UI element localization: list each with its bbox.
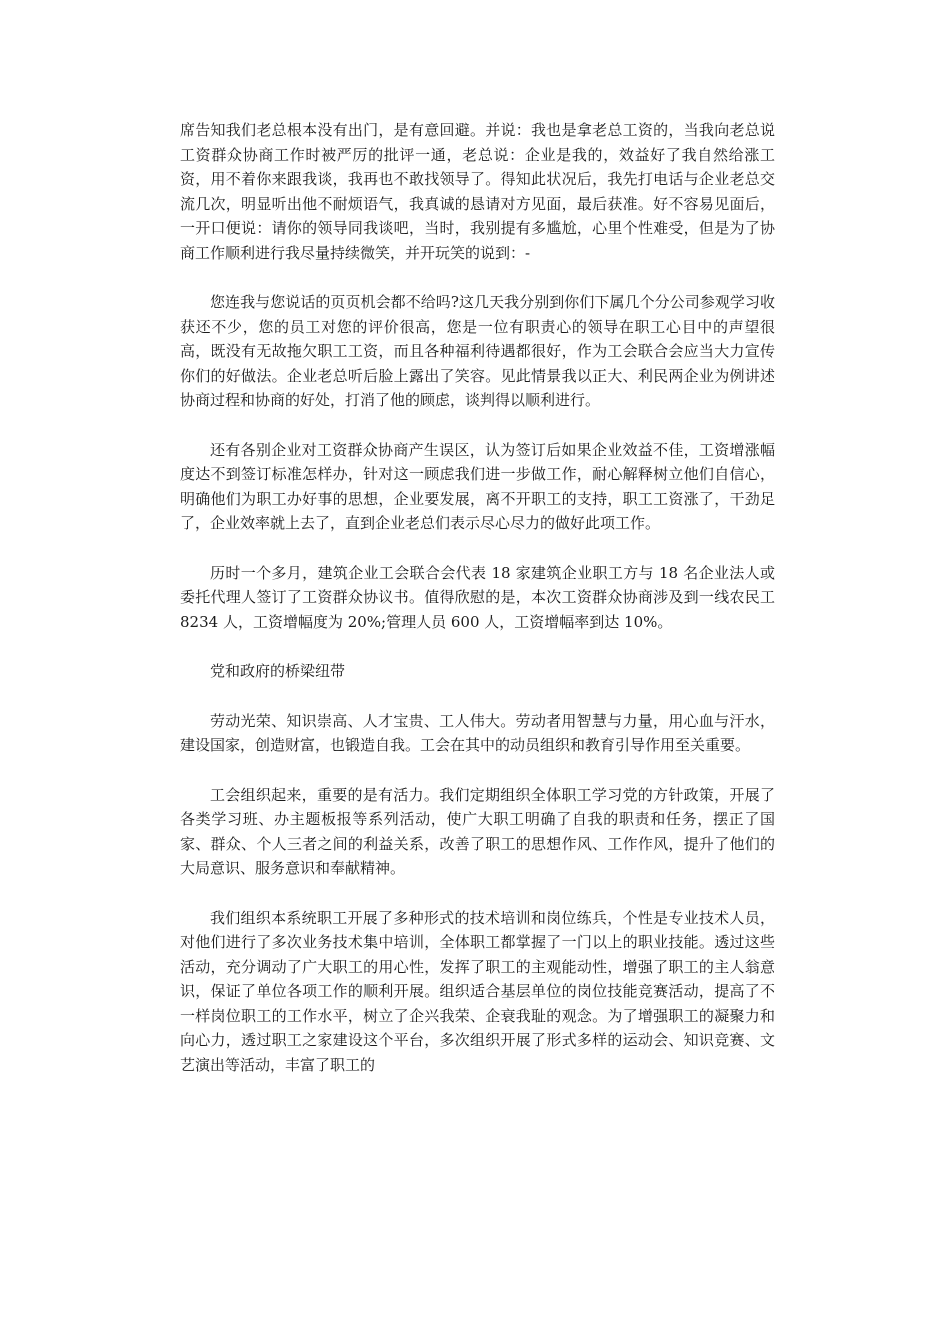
paragraph-5: 劳动光荣、知识崇高、人才宝贵、工人伟大。劳动者用智慧与力量，用心血与汗水，建设国家，创造财富，也锻造自我。工会在其中的动员组织和教育引导作用至关重要。	[180, 711, 775, 754]
paragraph-2: 您连我与您说话的页页机会都不给吗?这几天我分别到你们下属几个分公司参观学习收获还不少，您的员工对您的评价很高，您是一位有职责心的领导在职工心目中的声望很高，既没有无故拖欠职工工资，而且各种福利待遇都很好，作为工会联合会应当大力宣传你们的好做法。企业老总听后脸上露出了笑容。见此情景我以正大、利民两企业为例讲述协商过程和协商的好处，打消了他的顾虑，谈判得以顺利进行。	[180, 293, 775, 409]
document-body	[180, 118, 775, 1102]
section-heading: 党和政府的桥梁纽带	[210, 662, 346, 680]
paragraph-4: 历时一个多月，建筑企业工会联合会代表 18 家建筑企业职工方与 18 名企业法人或委托代理人签订了工资群众协议书。值得欣慰的是，本次工资群众协商涉及到一线农民工 8234 人，工资增幅度为 20%;管理人员 600 人，工资增幅率到达 10%。	[180, 563, 775, 631]
paragraph-3: 还有各别企业对工资群众协商产生误区，认为签订后如果企业效益不佳，工资增涨幅度达不到签订标准怎样办，针对这一顾虑我们进一步做工作，耐心解释树立他们自信心，明确他们为职工办好事的思想，企业要发展，离不开职工的支持，职工工资涨了，干劲足了，企业效率就上去了，直到企业老总们表示尽心尽力的做好此项工作。	[180, 440, 775, 532]
paragraph-6: 工会组织起来，重要的是有活力。我们定期组织全体职工学习党的方针政策，开展了各类学习班、办主题板报等系列活动，使广大职工明确了自我的职责和任务，摆正了国家、群众、个人三者之间的利益关系，改善了职工的思想作风、工作作风，提升了他们的大局意识、服务意识和奉献精神。	[180, 785, 775, 877]
paragraph-7: 我们组织本系统职工开展了多种形式的技术培训和岗位练兵，个性是专业技术人员，对他们进行了多次业务技术集中培训，全体职工都掌握了一门以上的职业技能。透过这些活动，充分调动了广大职工的用心性，发挥了职工的主观能动性，增强了职工的主人翁意识，保证了单位各项工作的顺利开展。组织适合基层单位的岗位技能竞赛活动，提高了不一样岗位职工的工作水平，树立了企兴我荣、企衰我耻的观念。为了增强职工的凝聚力和向心力，透过职工之家建设这个平台，多次组织开展了形式多样的运动会、知识竞赛、文艺演出等活动，丰富了职工的	[180, 908, 775, 1074]
paragraph-1: 席告知我们老总根本没有出门，是有意回避。并说：我也是拿老总工资的，当我向老总说工资群众协商工作时被严厉的批评一通，老总说：企业是我的，效益好了我自然给涨工资，用不着你来跟我谈，我再也不敢找领导了。得知此状况后，我先打电话与企业老总交流几次，明显听出他不耐烦语气，我真诚的恳请对方见面，最后获准。好不容易见面后，一开口便说：请你的领导同我谈吧，当时，我别提有多尴尬，心里个性难受，但是为了协商工作顺利进行我尽量持续微笑，并开玩笑的说到：-	[180, 121, 775, 262]
